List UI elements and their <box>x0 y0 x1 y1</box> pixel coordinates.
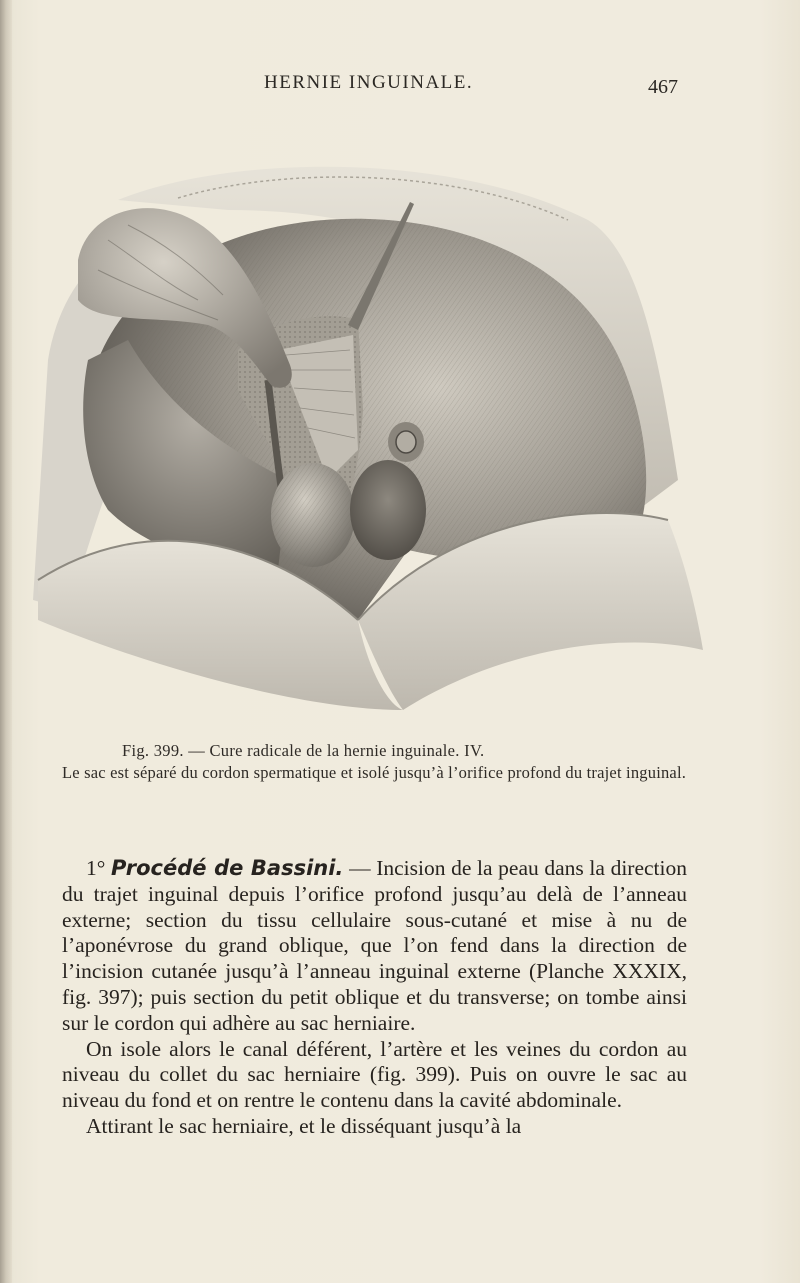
page-number: 467 <box>648 76 678 98</box>
figure-caption <box>62 740 702 783</box>
paragraph-1-number: 1° <box>86 856 106 880</box>
page-binding-edge <box>0 0 12 1283</box>
paragraph-1-text: — Incision de la peau dans la direction du trajet inguinal depuis l’orifice profond jusqu’au delà de l’anneau externe; section du tissu cellulaire sous-cutané et mise à nu de l’aponévrose du grand oblique, que l’on fend dans la direction de l’incision cutanée jusqu’à l’anneau inguinal externe (Planche XXXIX, fig. 397); puis section du petit oblique et du transverse; on tombe ainsi sur le cordon qui adhère au sac herniaire. <box>62 856 687 1035</box>
caption-text: Le sac est séparé du cordon spermatique et isolé jusqu’à l’orifice profond du trajet inguinal. <box>62 763 687 782</box>
paragraph-2: On isole alors le canal déférent, l’artère et les veines du cordon au niveau du collet du sac herniaire (fig. 399). Puis on ouvre le sac au niveau du fond et on rentre le contenu dans la cavité abdominale. <box>62 1036 687 1113</box>
body-text <box>62 856 687 1140</box>
caption-title: Fig. 399. — Cure radicale de la hernie inguinale. IV. <box>122 741 485 760</box>
paragraph-3: Attirant le sac herniaire, et le disséquant jusqu’à la <box>86 1113 522 1138</box>
surgical-illustration <box>28 150 708 720</box>
paragraph-1 <box>62 856 687 1037</box>
surgical-illustration-engraving <box>28 150 708 720</box>
running-title: HERNIE INGUINALE. <box>264 72 474 93</box>
running-header <box>0 72 800 102</box>
paragraph-1-heading: Procédé de Bassini. <box>111 856 344 880</box>
